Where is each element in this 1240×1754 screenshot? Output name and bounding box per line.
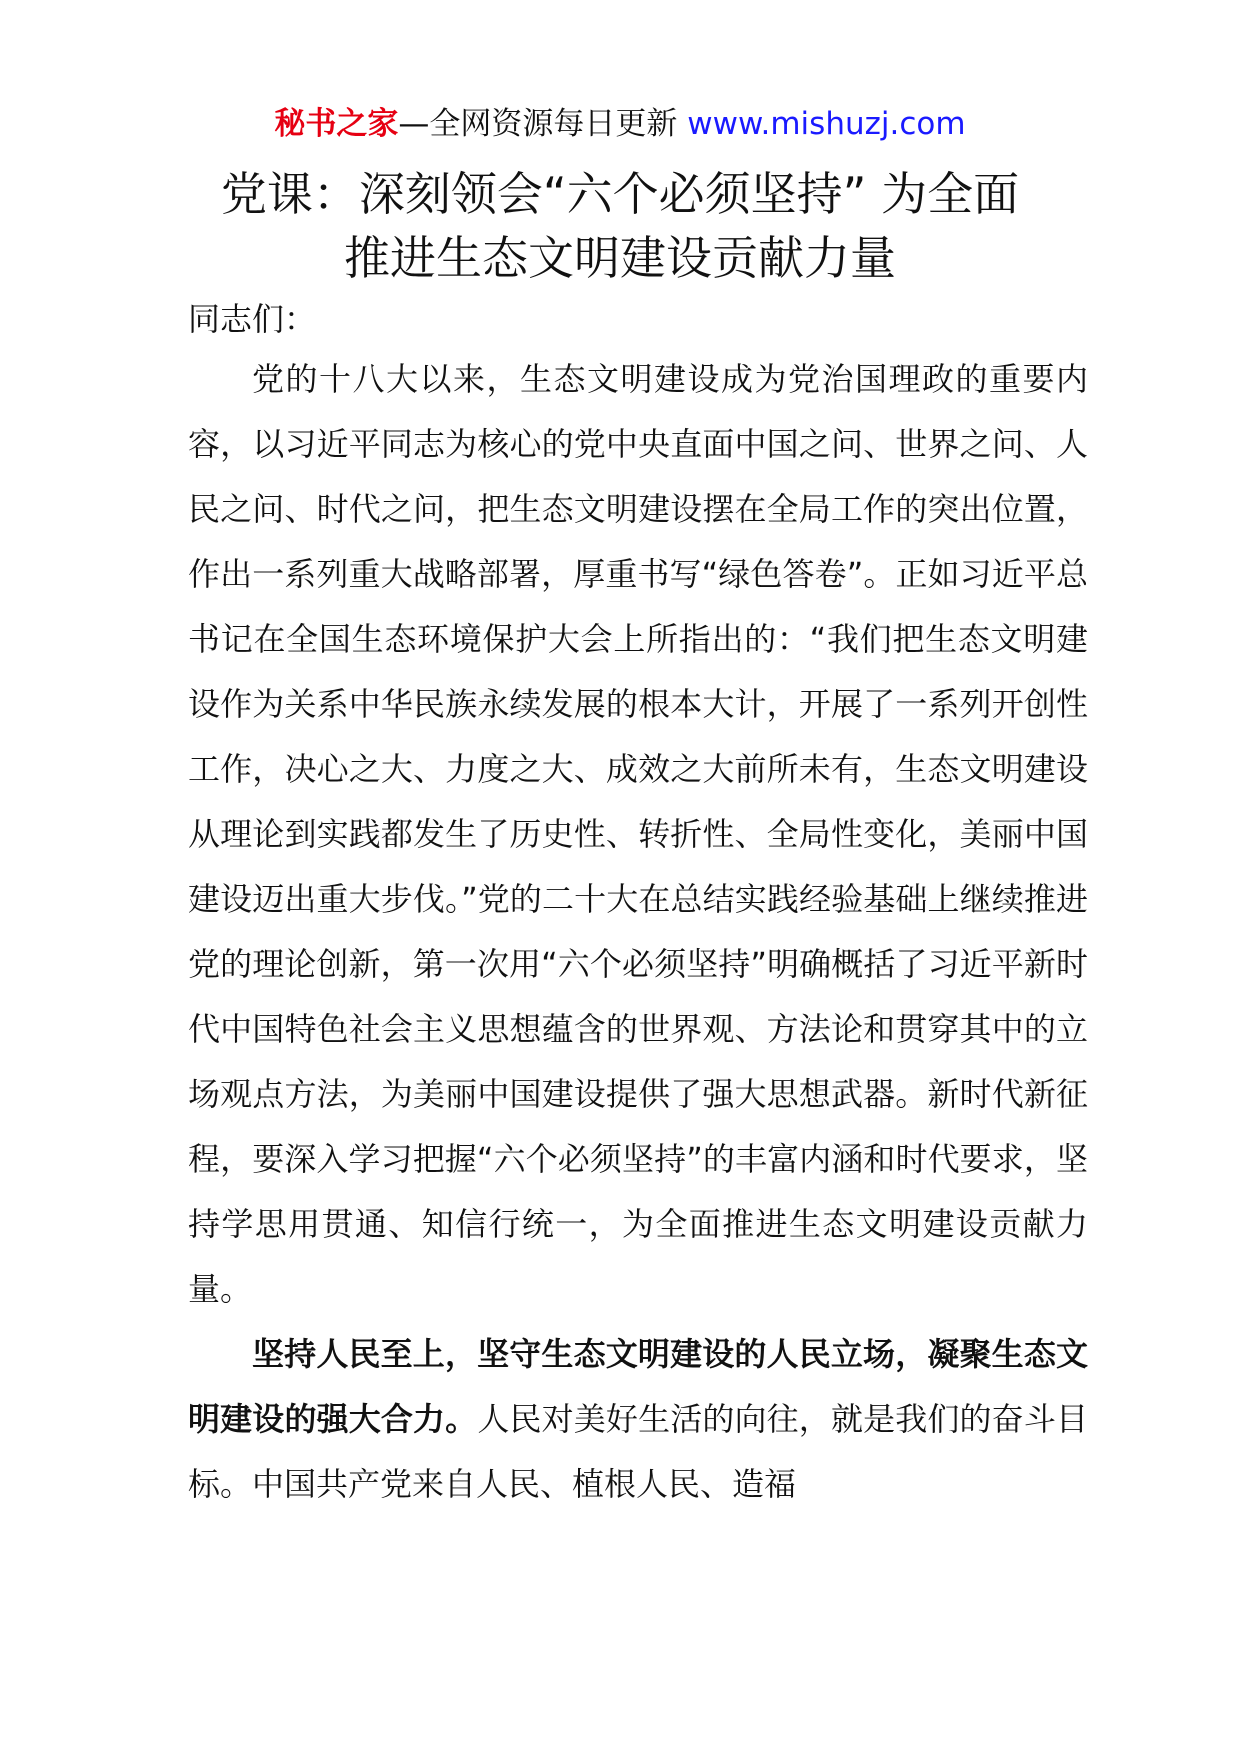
salutation: 同志们：: [188, 300, 317, 338]
paragraph-text: 人民对美好生活的向往，就是我们的奋斗目标。中国共产党来自人民、植根人民、造福: [188, 1400, 1088, 1503]
title-line-1: 党课：深刻领会“六个必须坚持” 为全面: [220, 167, 1020, 221]
title-line-2: 推进生态文明建设贡献力量: [344, 231, 896, 285]
site-header: [0, 100, 1240, 148]
paragraph-people-first: [188, 1322, 1088, 1517]
site-url-link[interactable]: www.mishuzj.com: [687, 106, 966, 142]
document-title: [170, 162, 1070, 290]
paragraph-heading-bold: 坚持人民至上，坚守生态文明建设的人民立场，凝聚生态文明建设的强大合力。: [188, 1335, 1088, 1438]
site-brand: 秘书之家: [274, 106, 399, 142]
document-body: [188, 292, 1088, 1517]
paragraph-intro: 党的十八大以来，生态文明建设成为党治国理政的重要内容，以习近平同志为核心的党中央直面中国之问、世界之问、人民之问、时代之问，把生态文明建设摆在全局工作的突出位置，作出一系列重大战略部署，厚重书写“绿色答卷”。正如习近平总书记在全国生态环境保护大会上所指出的：“我们把生态文明建设作为关系中华民族永续发展的根本大计，开展了一系列开创性工作，决心之大、力度之大、成效之大前所未有，生态文明建设从理论到实践都发生了历史性、转折性、全局性变化，美丽中国建设迈出重大步伐。”党的二十大在总结实践经验基础上继续推进党的理论创新，第一次用“六个必须坚持”明确概括了习近平新时代中国特色社会主义思想蕴含的世界观、方法论和贯穿其中的立场观点方法，为美丽中国建设提供了强大思想武器。新时代新征程，要深入学习把握“六个必须坚持”的丰富内涵和时代要求，坚持学思用贯通、知信行统一，为全面推进生态文明建设贡献力量。: [188, 360, 1088, 1308]
site-tagline: —全网资源每日更新: [398, 106, 688, 142]
